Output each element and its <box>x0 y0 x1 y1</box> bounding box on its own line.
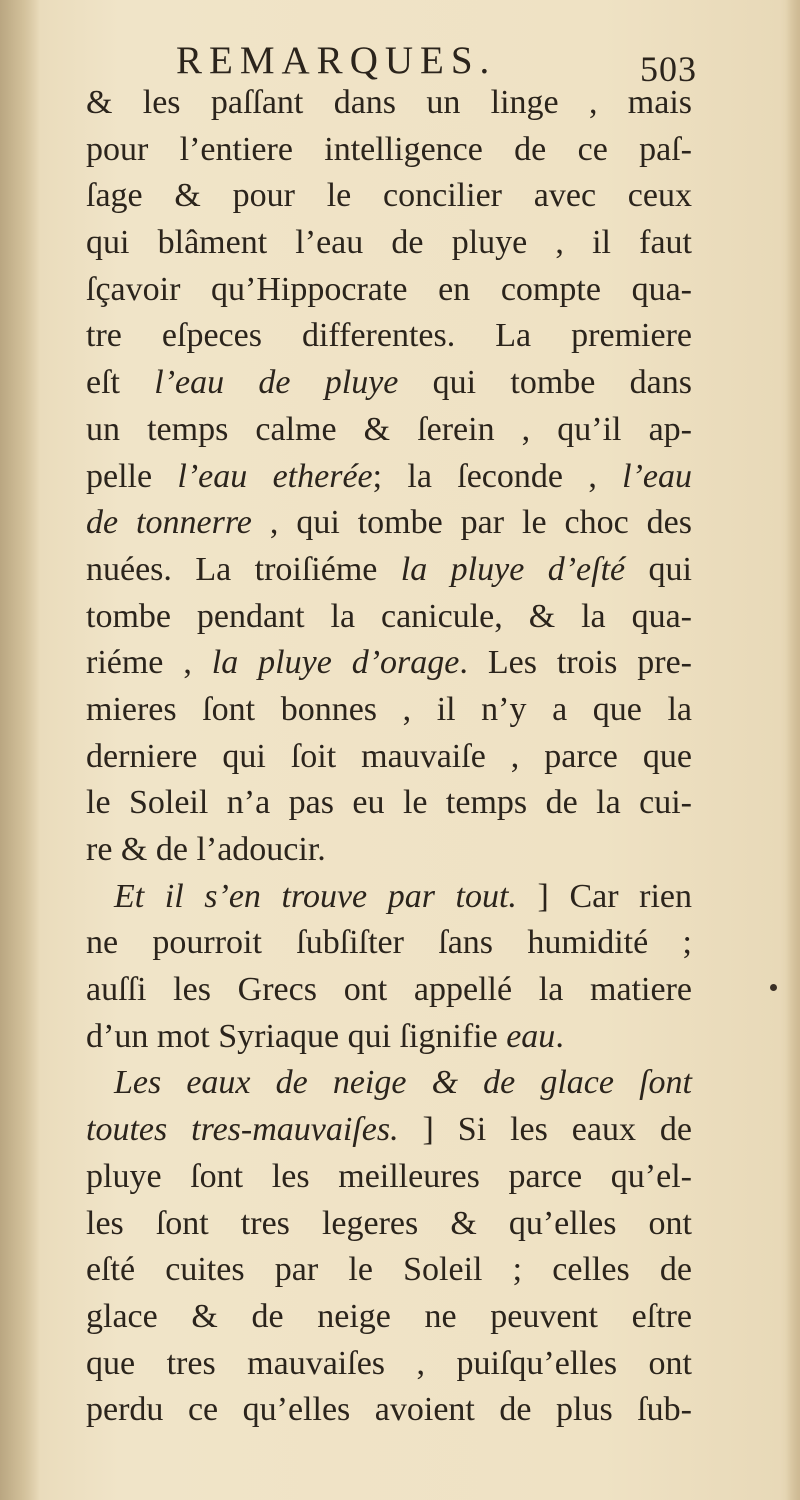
italic-segment: la pluye d’orage <box>211 644 460 682</box>
italic-segment: toutes tres-mauvaiſes. <box>86 1111 399 1149</box>
text-line <box>86 500 692 547</box>
italic-segment: l’eau <box>622 457 693 495</box>
text-segment: le Soleil n’a pas eu le temps de la cui- <box>86 784 692 822</box>
text-segment: pluye ſont les meilleures parce qu’el- <box>86 1157 692 1195</box>
italic-segment: Et il s’en trouve par tout. <box>114 877 517 915</box>
running-head: REMARQUES. <box>176 39 497 82</box>
italic-segment: de tonnerre <box>86 504 252 542</box>
text-line <box>86 1060 692 1107</box>
text-line <box>86 360 692 407</box>
text-segment: ſage & pour le concilier avec ceux <box>86 177 692 215</box>
text-segment: un temps calme & ſerein , qu’il ap- <box>86 410 692 448</box>
text-line <box>86 313 692 360</box>
text-line <box>86 827 692 874</box>
text-line <box>86 1154 692 1201</box>
text-line <box>86 127 692 174</box>
text-segment: pour l’entiere intelligence de ce paſ- <box>86 130 692 168</box>
text-segment: les ſont tres legeres & qu’elles ont <box>86 1204 692 1242</box>
text-segment: ne pourroit ſubſiſter ſans humidité ; <box>86 924 692 962</box>
text-segment: eſt <box>86 364 155 402</box>
text-segment: . Les trois pre- <box>459 644 692 682</box>
text-line <box>86 1014 692 1061</box>
text-line <box>86 687 692 734</box>
text-line <box>86 780 692 827</box>
text-line <box>86 594 692 641</box>
text-line <box>86 1341 692 1388</box>
text-line <box>86 547 692 594</box>
text-line <box>86 220 692 267</box>
text-segment: riéme , <box>86 644 212 682</box>
text-line <box>86 1294 692 1341</box>
text-line <box>86 1247 692 1294</box>
text-line <box>86 267 692 314</box>
text-segment: ſçavoir qu’Hippocrate en compte qua- <box>86 270 692 308</box>
ink-spot <box>770 984 777 991</box>
text-line <box>86 80 692 127</box>
text-line <box>86 874 692 921</box>
italic-segment: eau <box>506 1017 556 1055</box>
italic-segment: la pluye d’eſté <box>400 550 626 588</box>
text-line <box>86 407 692 454</box>
page-edge-shadow <box>786 0 800 1500</box>
text-segment: mieres ſont bonnes , il n’y a que la <box>86 690 692 728</box>
italic-segment: Les eaux de neige & de glace ſont <box>114 1064 692 1102</box>
page-number: 503 <box>640 49 697 89</box>
text-line <box>86 1387 692 1434</box>
text-segment: & les paſſant dans un linge , mais <box>86 84 692 121</box>
text-line <box>86 173 692 220</box>
body-text <box>86 80 692 1434</box>
text-segment: glace & de neige ne peuvent eſtre <box>86 1297 692 1335</box>
text-segment: tre eſpeces differentes. La premiere <box>86 317 692 355</box>
page-gutter-shadow <box>0 0 40 1500</box>
text-segment: , qui tombe par le choc des <box>251 504 693 542</box>
text-line <box>86 1201 692 1248</box>
text-line <box>86 1107 692 1154</box>
text-segment: auſſi les Grecs ont appellé la matiere <box>86 971 692 1009</box>
text-segment: ] Car rien <box>516 877 692 915</box>
text-segment: nuées. La troiſiéme <box>86 550 401 588</box>
italic-segment: l’eau de pluye <box>154 364 399 402</box>
text-segment: ; la ſeconde , <box>372 457 623 495</box>
text-line <box>86 734 692 781</box>
text-line <box>86 967 692 1014</box>
text-segment: d’un mot Syriaque qui ſignifie <box>86 1017 507 1055</box>
text-segment: perdu ce qu’elles avoient de plus ſub- <box>86 1391 692 1429</box>
text-segment: tombe pendant la canicule, & la qua- <box>86 597 692 635</box>
text-segment: ] Si les eaux de <box>398 1111 692 1149</box>
text-segment: . <box>555 1017 564 1055</box>
text-segment: re & de l’adoucir. <box>86 831 326 868</box>
text-line <box>86 920 692 967</box>
text-line <box>86 454 692 501</box>
text-segment: derniere qui ſoit mauvaiſe , parce que <box>86 737 692 775</box>
italic-segment: l’eau etherée <box>177 457 373 495</box>
text-segment: eſté cuites par le Soleil ; celles de <box>86 1251 692 1289</box>
text-line <box>86 640 692 687</box>
text-segment: qui tombe dans <box>398 364 692 402</box>
text-segment: que tres mauvaiſes , puiſqu’elles ont <box>86 1344 692 1382</box>
text-segment: qui blâment l’eau de pluye , il faut <box>86 224 692 262</box>
text-segment: pelle <box>86 457 178 495</box>
text-segment: qui <box>625 550 692 588</box>
